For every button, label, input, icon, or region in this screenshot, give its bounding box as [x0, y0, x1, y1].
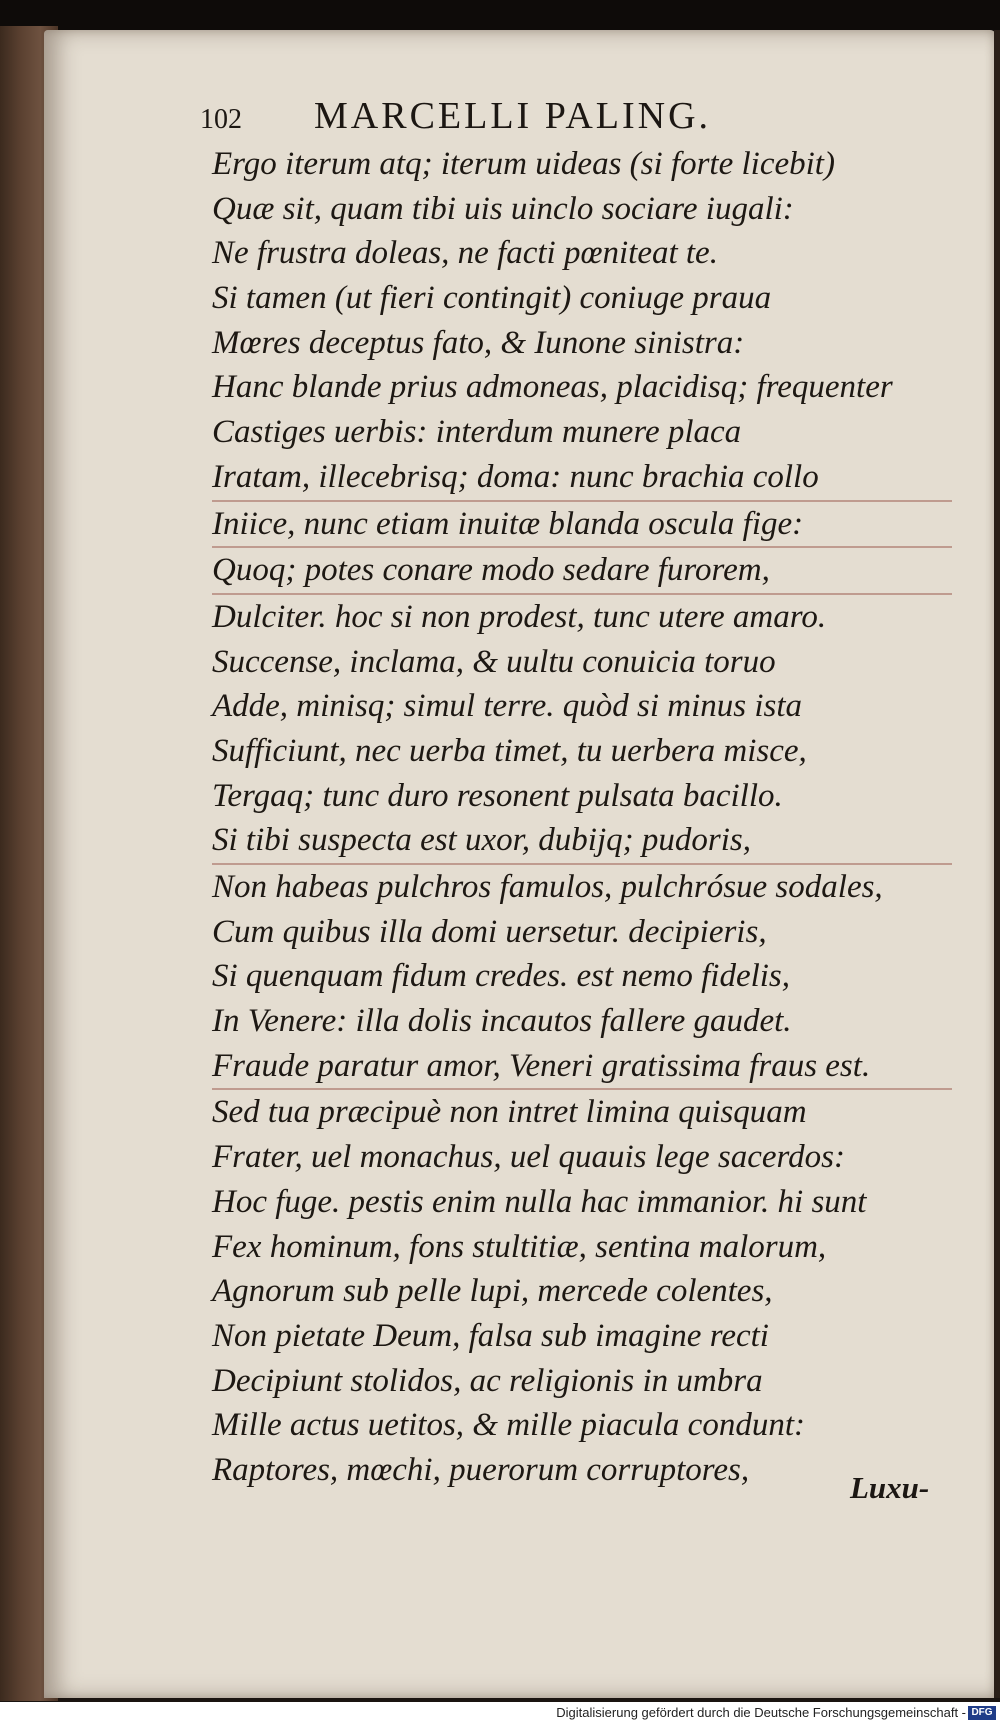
verse-line: Quoq; potes conare modo sedare furorem, [212, 548, 952, 595]
verse-line: Frater, uel monachus, uel quauis lege sacerdos: [212, 1139, 846, 1176]
verse-line: Succense, inclama, & uultu conuicia toruo [212, 643, 776, 680]
page-right-edge [994, 30, 1000, 1698]
verse-line: Ergo iterum atq; iterum uideas (si forte licebit) [212, 146, 835, 182]
verse-line: Hanc blande prius admoneas, placidisq; frequenter [212, 369, 893, 406]
verse-line: Iniice, nunc etiam inuitæ blanda oscula fige: [212, 502, 952, 549]
page-number: 102 [200, 104, 242, 135]
verse-line: Hoc fuge. pestis enim nulla hac immanior. hi sunt [212, 1183, 867, 1220]
digitization-footer [0, 1702, 1000, 1724]
verse-line: Mœres deceptus fato, & Iunone sinistra: [212, 324, 745, 361]
verse-line: Si quenquam fidum credes. est nemo fidelis, [212, 958, 791, 995]
verse-line: Castiges uerbis: interdum munere placa [212, 414, 742, 451]
verse-line: Sufficiunt, nec uerba timet, tu uerbera misce, [212, 732, 807, 769]
verse-line: Quæ sit, quam tibi uis uinclo sociare iugali: [212, 190, 794, 227]
verse-line: Non habeas pulchros famulos, pulchrósue sodales, [212, 869, 883, 905]
verse-line: Si tamen (ut fieri contingit) coniuge praua [212, 280, 772, 317]
catchword: Luxu- [850, 1470, 930, 1505]
verse-line: Ne frustra doleas, ne facti pœniteat te. [212, 235, 718, 272]
verse-line: Mille actus uetitos, & mille piacula condunt: [212, 1407, 805, 1444]
verse-text-block [212, 142, 952, 1493]
dfg-logo: DFG [968, 1706, 996, 1720]
running-title: MARCELLI PALING. [314, 95, 712, 137]
verse-line: Non pietate Deum, falsa sub imagine recti [212, 1317, 769, 1354]
verse-line: Sed tua præcipuè non intret limina quisquam [212, 1094, 807, 1131]
running-head [200, 94, 711, 138]
funding-notice: Digitalisierung gefördert durch die Deutsche Forschungsgemeinschaft - [556, 1705, 966, 1720]
viewer-top-bar [0, 0, 1000, 30]
verse-line: Adde, minisq; simul terre. quòd si minus ista [212, 688, 803, 725]
verse-line: Iratam, illecebrisq; doma: nunc brachia collo [212, 455, 952, 502]
verse-line: Tergaq; tunc duro resonent pulsata bacillo. [212, 777, 783, 814]
verse-line: Decipiunt stolidos, ac religionis in umbra [212, 1362, 763, 1399]
verse-line: In Venere: illa dolis incautos fallere gaudet. [212, 1003, 792, 1040]
verse-line: Agnorum sub pelle lupi, mercede colentes, [212, 1273, 773, 1310]
verse-line: Cum quibus illa domi uersetur. decipieris, [212, 913, 767, 950]
verse-line: Raptores, mœchi, puerorum corruptores, [212, 1451, 750, 1488]
verse-line: Fex hominum, fons stultitiæ, sentina malorum, [212, 1228, 827, 1265]
verse-line: Dulciter. hoc si non prodest, tunc utere amaro. [212, 598, 827, 635]
verse-line: Si tibi suspecta est uxor, dubijq; pudoris, [212, 818, 952, 865]
verse-line: Fraude paratur amor, Veneri gratissima fraus est. [212, 1044, 952, 1091]
